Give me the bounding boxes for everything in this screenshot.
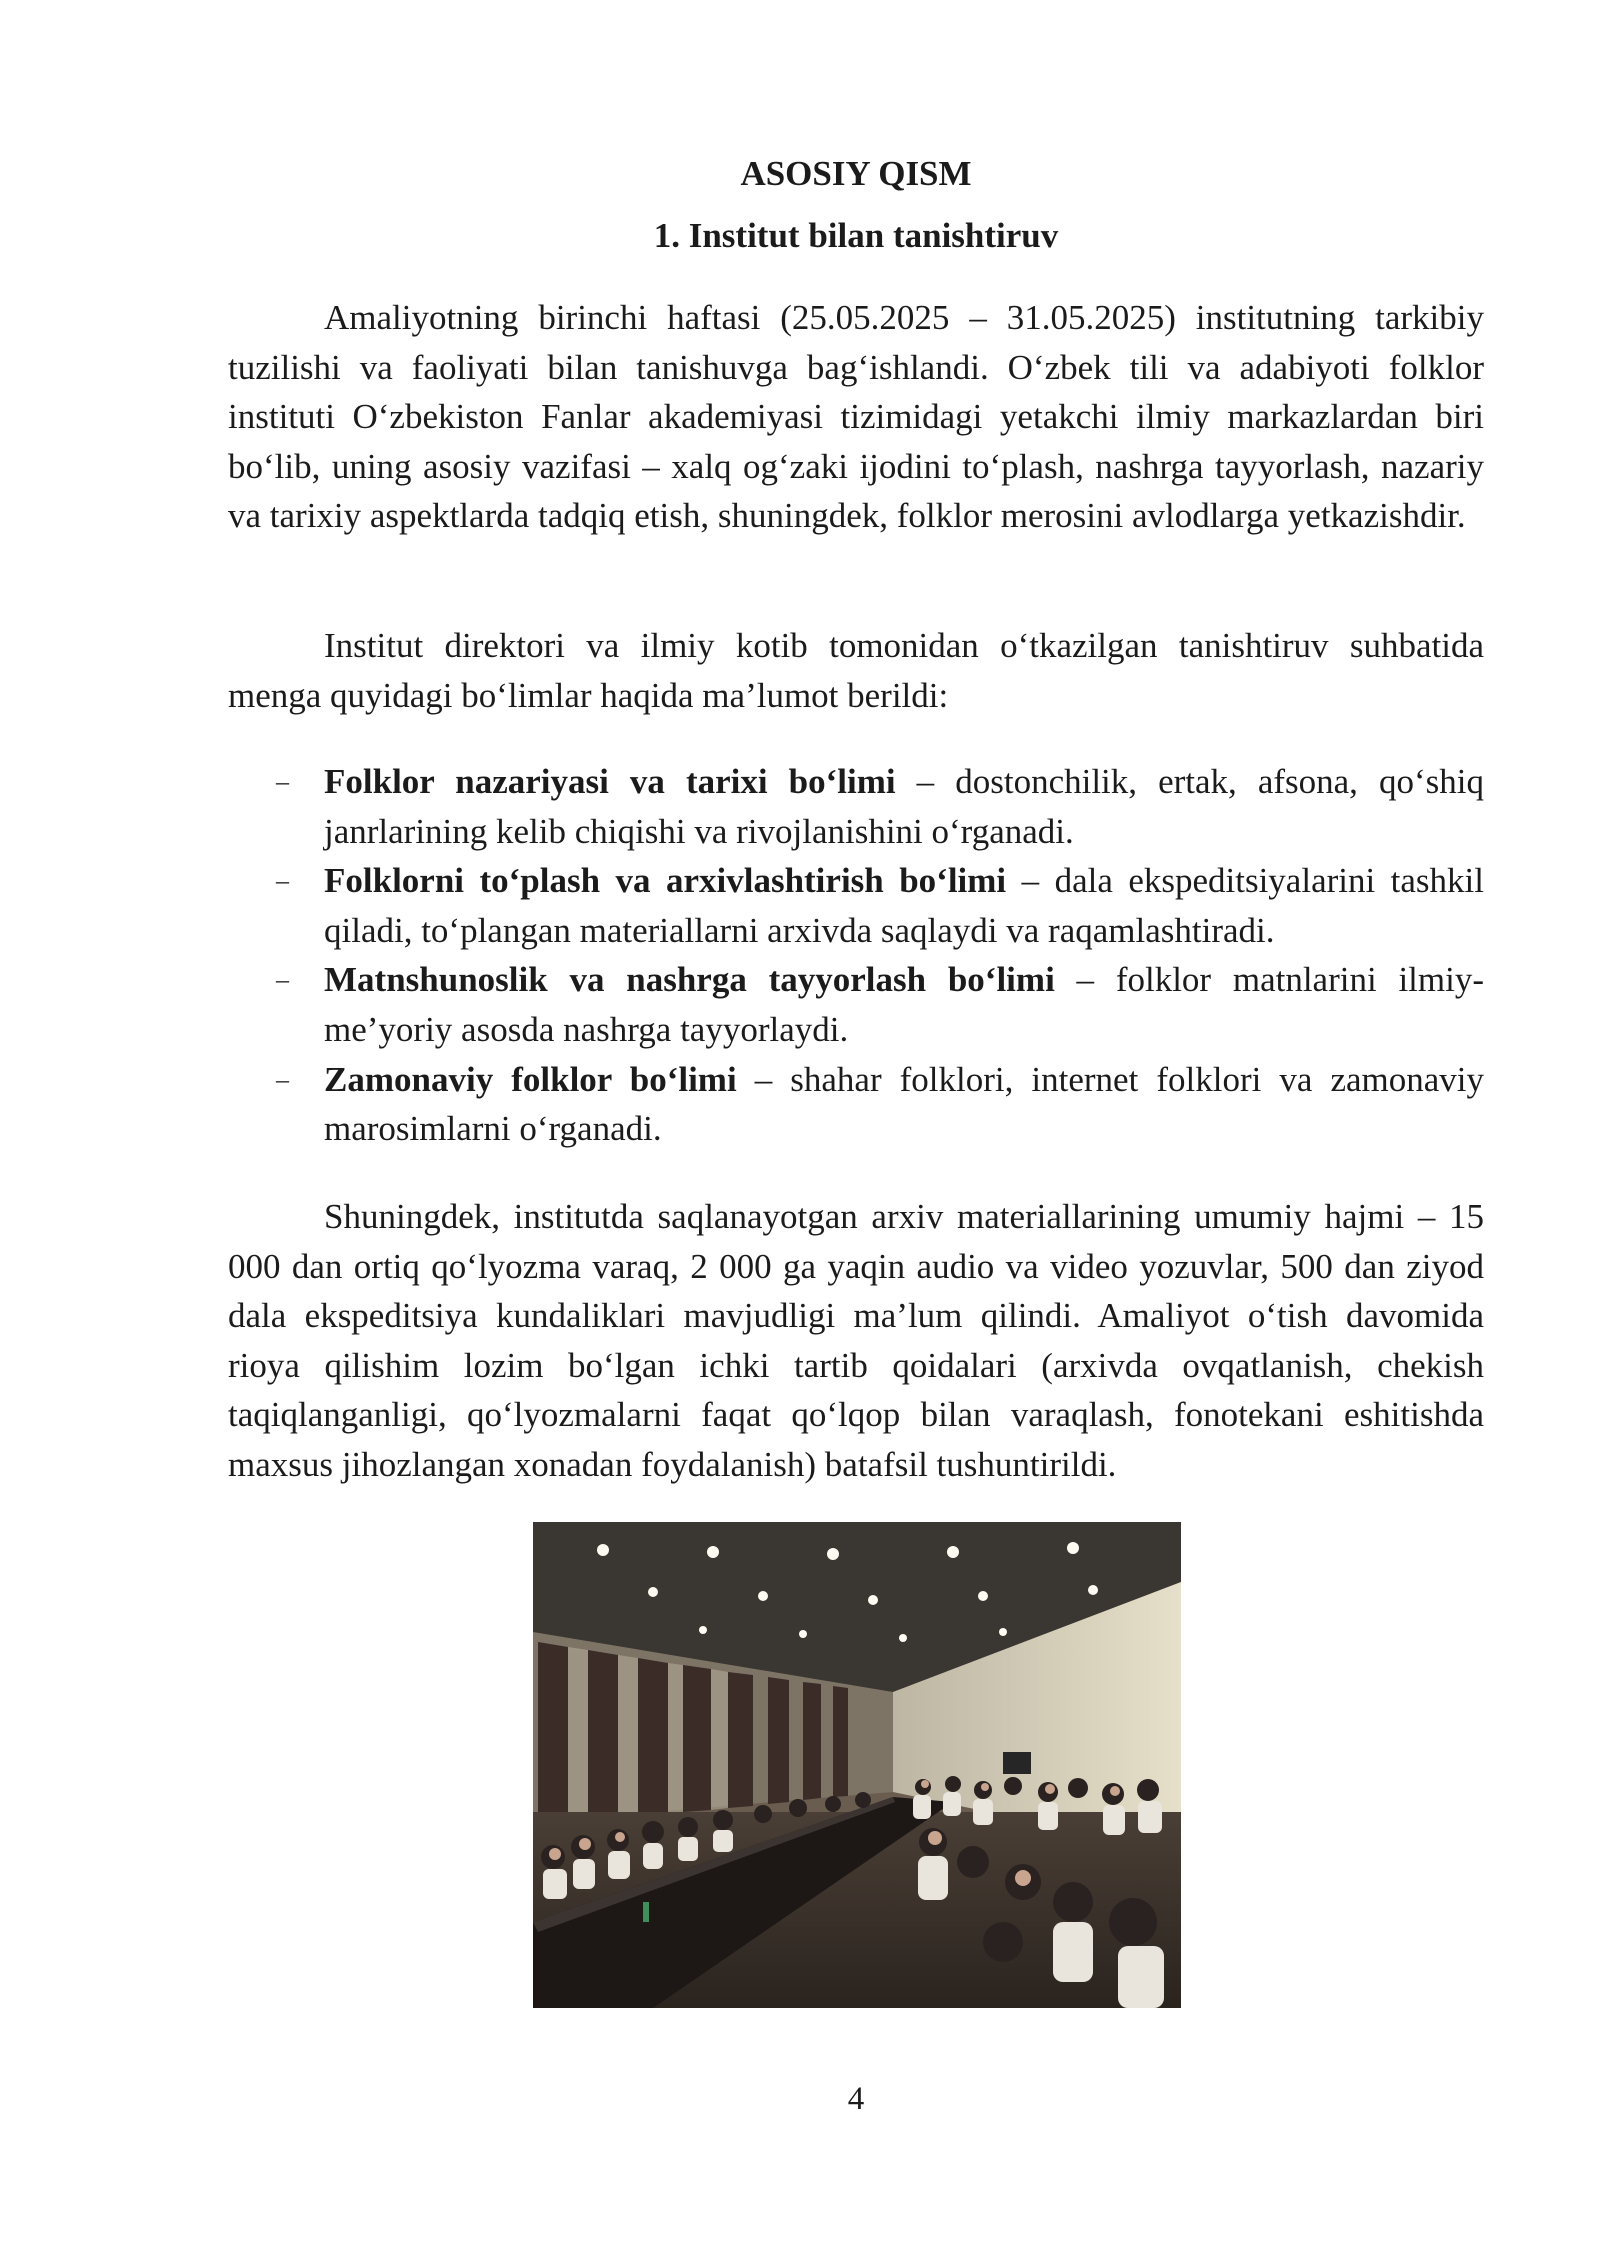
dash-bullet: – (276, 1064, 289, 1094)
list-item (228, 757, 1484, 856)
paragraph-departments-intro: Institut direktori va ilmiy kotib tomonidan o‘tkazilgan tanishtiruv suhbatida menga quyidagi bo‘limlar haqida ma’lumot berildi: (228, 626, 1484, 715)
department-name: Folklor nazariyasi va tarixi bo‘limi (324, 762, 896, 801)
department-description: – shahar folklori, internet folklori va zamonaviy marosimlarni o‘rganadi. (324, 1059, 1484, 1149)
department-description: – dala ekspeditsiyalarini tashkil qiladi, to‘plangan materiallarni arxivda saqlaydi va raqamlashtiradi. (324, 861, 1484, 950)
department-list (228, 757, 1484, 1154)
paragraph-intro: Amaliyotning birinchi haftasi (25.05.2025 – 31.05.2025) institutning tarkibiy tuzilishi va faoliyati bilan tanishuvga bag‘ishlandi. O‘zbek tili va adabiyoti folklor instituti O‘zbekiston Fanlar akademiyasi tizimidagi yetakchi ilmiy markazlardan biri bo‘lib, uning asosiy vazifasi – xalq og‘zaki ijodini to‘plash, nashrga tayyorlash, nazariy va tarixiy aspektlarda tadqiq etish, shuningdek, folklor merosini avlodlarga yetkazishdir. (228, 298, 1484, 536)
paragraph-archive: Shuningdek, institutda saqlanayotgan arxiv materiallarining umumiy hajmi – 15 000 dan ortiq qo‘lyozma varaq, 2 000 ga yaqin audio va video yozuvlar, 500 dan ziyod dala ekspeditsiya kundaliklari mavjudligi ma’lum qilindi. Amaliyot o‘tish davomida rioya qilishim lozim bo‘lgan ichki tartib qoidalari (arxivda ovqatlanish, chekish taqiqlanganligi, qo‘lyozmalarni faqat qo‘lqop bilan varaqlash, fonotekani eshitishda maxsus jihozlangan xonadan foydalanish) batafsil tushuntirildi. (228, 1197, 1484, 1484)
department-name: Zamonaviy folklor bo‘limi (324, 1059, 737, 1099)
department-description: – dostonchilik, ertak, afsona, qo‘shiq janrlarining kelib chiqishi va rivojlanishini o‘rganadi. (324, 762, 1484, 851)
department-name: Matnshunoslik va nashrga tayyorlash bo‘limi (324, 960, 1055, 1000)
list-item (228, 856, 1484, 955)
department-description: – folklor matnlarini ilmiy-me’yoriy asosda nashrga tayyorlaydi. (324, 960, 1484, 1049)
section-heading: 1. Institut bilan tanishtiruv (653, 216, 1059, 255)
list-item (228, 955, 1484, 1054)
department-name: Folklorni to‘plash va arxivlashtirish bo‘limi (324, 861, 1007, 901)
meeting-photo (533, 1522, 1181, 2008)
dash-bullet: – (276, 767, 289, 796)
list-item (228, 1055, 1484, 1154)
page-number: 4 (847, 2081, 865, 2117)
main-heading: ASOSIY QISM (740, 154, 972, 193)
dash-bullet: – (276, 965, 289, 995)
dash-bullet: – (276, 866, 289, 896)
